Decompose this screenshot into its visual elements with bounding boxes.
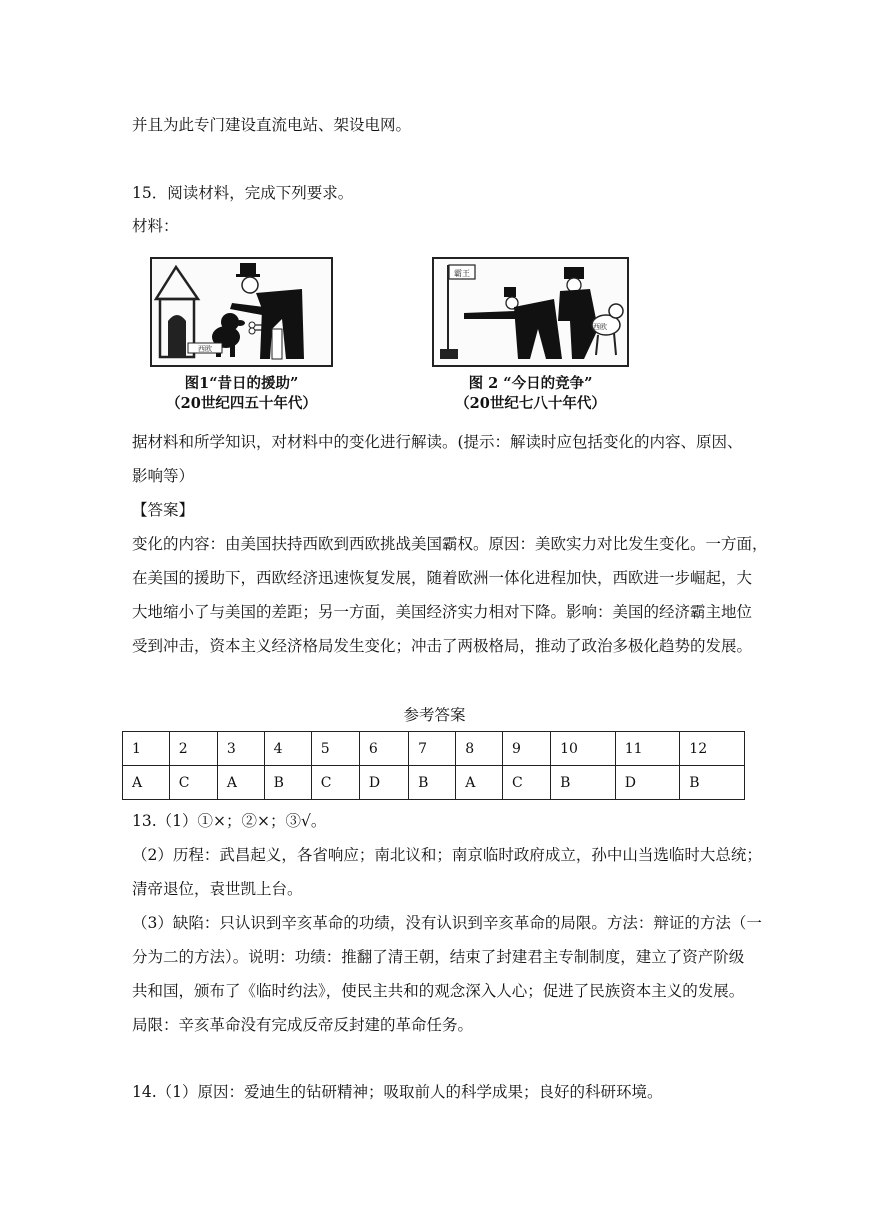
- table-cell: 7: [409, 732, 456, 766]
- q13-part3-line3: 共和国，颁布了《临时约法》，使民主共和的观念深入人心；促进了民族资本主义的发展。: [132, 982, 745, 1000]
- answer-line-4: 受到冲击，资本主义经济格局发生变化；冲击了两极格局，推动了政治多极化趋势的发展。: [132, 637, 753, 655]
- figure1-tag: 西欧: [198, 345, 212, 353]
- question-15-prompt-line1: 据材料和所学知识，对材料中的变化进行解读。(提示：解读时应包括变化的内容、原因、: [132, 433, 743, 451]
- table-cell: D: [615, 766, 680, 800]
- table-cell: C: [502, 766, 550, 800]
- q13-part2-line2: 清帝退位，袁世凯上台。: [132, 880, 303, 898]
- table-cell: 5: [311, 732, 359, 766]
- table-cell: C: [169, 766, 217, 800]
- table-cell: 11: [615, 732, 680, 766]
- table-cell: 8: [456, 732, 503, 766]
- cartoon-figure-2: [432, 257, 629, 367]
- answer-key-title: 参考答案: [403, 706, 466, 724]
- cartoon-aid-illustration: [152, 259, 331, 365]
- table-row: [123, 732, 745, 766]
- table-cell: 4: [264, 732, 311, 766]
- answer-line-3: 大地缩小了与美国的差距；另一方面，美国经济实力相对下降。影响：美国的经济霸主地位: [132, 603, 753, 621]
- table-cell: C: [311, 766, 359, 800]
- table-cell: B: [409, 766, 456, 800]
- q13-part3-line2: 分为二的方法）。说明：功绩：推翻了清王朝，结束了封建君主专制制度，建立了资产阶级: [132, 948, 745, 966]
- table-cell: 9: [502, 732, 550, 766]
- figure2-caption-line2: （20世纪七八十年代）: [455, 395, 606, 412]
- table-row: [123, 766, 745, 800]
- table-cell: 2: [169, 732, 217, 766]
- answer-key-table: [122, 731, 745, 800]
- table-cell: B: [264, 766, 311, 800]
- figure2-caption-line1: 图 2 “今日的竞争”: [468, 375, 593, 392]
- table-cell: 12: [680, 732, 745, 766]
- q13-part1: 13.（1）①×；②×；③√。: [132, 812, 327, 830]
- q13-part2-line1: （2）历程：武昌起义，各省响应；南北议和；南京临时政府成立，孙中山当选临时大总统；: [132, 846, 762, 864]
- table-cell: D: [359, 766, 408, 800]
- table-cell: B: [680, 766, 745, 800]
- table-cell: 1: [123, 732, 170, 766]
- cartoon-figure-1: [150, 257, 333, 367]
- table-cell: 3: [217, 732, 264, 766]
- table-cell: 10: [551, 732, 616, 766]
- answer-line-1: 变化的内容：由美国扶持西欧到西欧挑战美国霸权。原因：美欧实力对比发生变化。一方面，: [132, 535, 768, 553]
- q14-part1: 14.（1）原因：爱迪生的钻研精神；吸取前人的科学成果；良好的科研环境。: [132, 1083, 663, 1101]
- q13-part3-line1: （3）缺陷：只认识到辛亥革命的功绩，没有认识到辛亥革命的局限。方法：辩证的方法（一: [132, 914, 762, 932]
- question-15-prompt-line2: 影响等）: [132, 467, 195, 485]
- table-cell: A: [123, 766, 170, 800]
- q13-part3-line4: 局限：辛亥革命没有完成反帝反封建的革命任务。: [132, 1016, 474, 1034]
- table-cell: 6: [359, 732, 408, 766]
- figure1-caption-line2: （20世纪四五十年代）: [166, 395, 317, 412]
- material-label: 材料：: [132, 217, 179, 235]
- figure2-flag-text: 霸王: [454, 269, 470, 278]
- figure1-caption-line1: 图1“昔日的援助”: [184, 375, 299, 392]
- question-15-heading: 15．阅读材料，完成下列要求。: [132, 184, 354, 202]
- text-line: 并且为此专门建设直流电站、架设电网。: [132, 116, 412, 134]
- table-cell: A: [217, 766, 264, 800]
- figure2-tag: 西欧: [593, 323, 607, 331]
- table-cell: A: [456, 766, 503, 800]
- cartoon-competition-illustration: [434, 259, 627, 365]
- table-cell: B: [551, 766, 616, 800]
- answer-line-2: 在美国的援助下，西欧经济迅速恢复发展，随着欧洲一体化进程加快，西欧进一步崛起，大: [132, 569, 753, 587]
- answer-label: 【答案】: [132, 501, 195, 519]
